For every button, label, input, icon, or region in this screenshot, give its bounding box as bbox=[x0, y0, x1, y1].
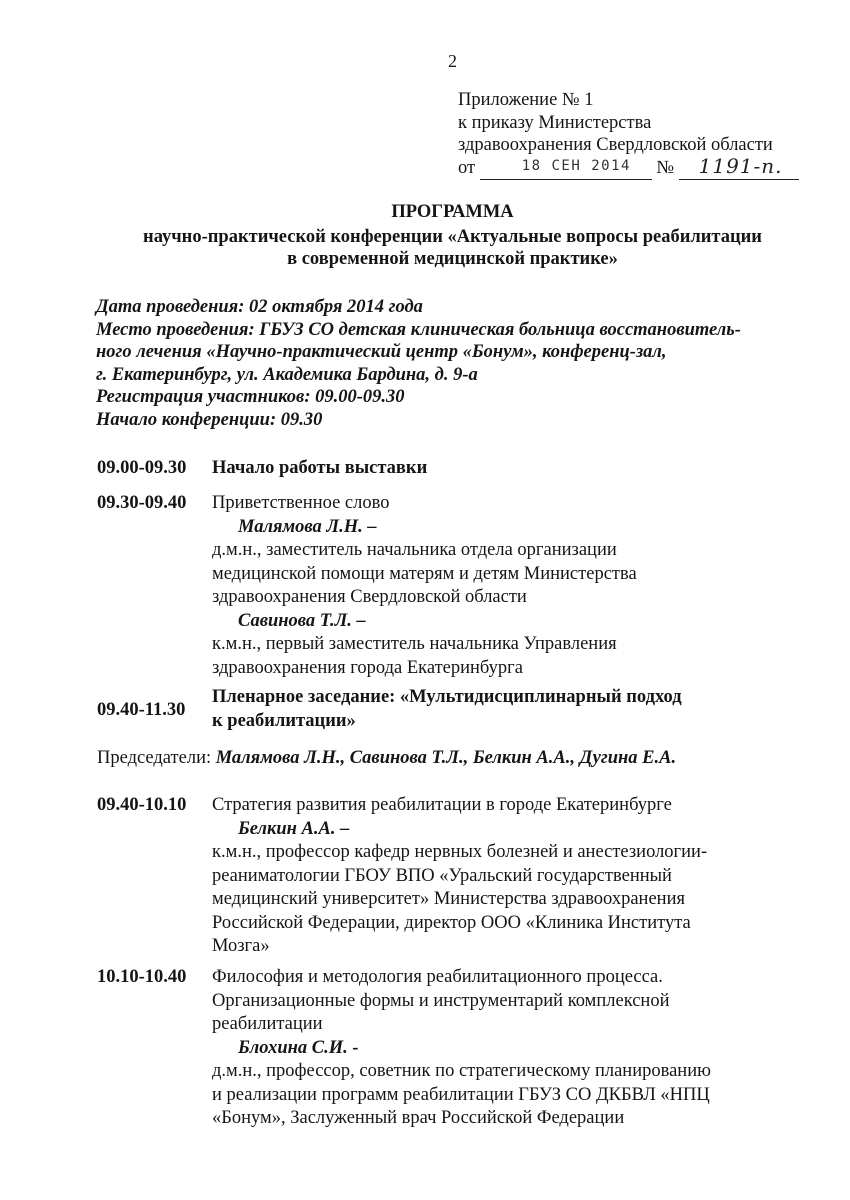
speaker-description-line: и реализации программ реабилитации ГБУЗ СО ДКБВЛ «НПЦ bbox=[212, 1084, 710, 1105]
schedule-time-5: 10.10-10.40 bbox=[97, 967, 187, 987]
date-stamp: 18 СЕН 2014 bbox=[521, 157, 631, 174]
number-label: № bbox=[656, 157, 674, 178]
speaker-description-line: реаниматологии ГБОУ ВПО «Уральский государственный bbox=[212, 865, 672, 886]
speaker-description-line: медицинский университет» Министерства здравоохранения bbox=[212, 889, 685, 909]
speaker-description-line: здравоохранения Свердловской области bbox=[212, 587, 527, 607]
program-subtitle-line-1: научно-практической конференции «Актуальные вопросы реабилитации bbox=[143, 227, 762, 247]
speaker-description-line: «Бонум», Заслуженный врач Российской Федерации bbox=[212, 1108, 625, 1128]
schedule-time-3: 09.40-11.30 bbox=[97, 700, 186, 720]
chairs-label: Председатели: bbox=[97, 748, 212, 768]
speaker-description-line: Мозга» bbox=[212, 936, 270, 956]
conference-place-line-1: Место проведения: ГБУЗ СО детская клиническая больница восстановитель- bbox=[96, 319, 741, 340]
conference-start-time: Начало конференции: 09.30 bbox=[96, 409, 323, 430]
number-underline bbox=[679, 153, 799, 180]
speaker-name: Блохина С.И. - bbox=[238, 1037, 359, 1058]
order-date-number-line bbox=[458, 153, 799, 180]
speaker-description-line: Российской Федерации, директор ООО «Клиника Института bbox=[212, 912, 691, 933]
speaker-description-line: д.м.н., профессор, советник по стратегическому планированию bbox=[212, 1061, 711, 1081]
schedule-title-4: Стратегия развития реабилитации в городе Екатеринбурге bbox=[212, 795, 672, 815]
page-number: 2 bbox=[448, 51, 457, 71]
schedule-title-5-line-1: Философия и методология реабилитационного процесса. bbox=[212, 967, 663, 987]
from-label: от bbox=[458, 157, 476, 178]
conference-place-line-2: ного лечения «Научно-практический центр «Бонум», конференц-зал, bbox=[96, 342, 667, 363]
schedule-title-2: Приветственное слово bbox=[212, 493, 390, 513]
program-title: ПРОГРАММА bbox=[391, 202, 514, 222]
conference-info bbox=[96, 296, 741, 432]
schedule-time-2: 09.30-09.40 bbox=[97, 493, 187, 513]
schedule-entry-2 bbox=[212, 492, 637, 680]
schedule-time-4: 09.40-10.10 bbox=[97, 795, 187, 815]
speaker-name: Савинова Т.Л. – bbox=[238, 610, 366, 631]
date-underline bbox=[480, 159, 652, 180]
speaker-name: Малямова Л.Н. – bbox=[238, 516, 377, 537]
schedule-time-1: 09.00-09.30 bbox=[97, 458, 187, 478]
schedule-title-5-line-3: реабилитации bbox=[212, 1014, 323, 1034]
schedule-entry-4 bbox=[212, 794, 707, 959]
conference-place-line-3: г. Екатеринбург, ул. Академика Бардина, д. 9-а bbox=[96, 364, 478, 385]
plenary-title-line-1: Пленарное заседание: «Мультидисциплинарный подход bbox=[212, 687, 682, 707]
appendix-header bbox=[458, 89, 799, 179]
chairs-names: Малямова Л.Н., Савинова Т.Л., Белкин А.А., Дугина Е.А. bbox=[215, 748, 677, 768]
speaker-name: Белкин А.А. – bbox=[238, 818, 350, 839]
appendix-line-2: к приказу Министерства bbox=[458, 112, 652, 133]
registration-time: Регистрация участников: 09.00-09.30 bbox=[96, 387, 405, 408]
conference-date: Дата проведения: 02 октября 2014 года bbox=[96, 297, 423, 317]
speaker-description-line: здравоохранения города Екатеринбурга bbox=[212, 657, 523, 678]
speaker-description-line: медицинской помощи матерям и детям Министерства bbox=[212, 563, 637, 584]
speaker-description-line: к.м.н., профессор кафедр нервных болезней и анестезиологии- bbox=[212, 842, 708, 862]
schedule-title-5-line-2: Организационные формы и инструментарий комплексной bbox=[212, 990, 670, 1011]
schedule-title-1: Начало работы выставки bbox=[212, 458, 428, 478]
schedule-entry-5 bbox=[212, 966, 711, 1131]
program-subtitle-line-2: в современной медицинской практике» bbox=[287, 249, 618, 269]
plenary-session-title bbox=[212, 686, 682, 733]
appendix-line-1: Приложение № 1 bbox=[458, 90, 594, 110]
order-number-handwritten: 1191-п. bbox=[698, 153, 783, 178]
speaker-description-line: д.м.н., заместитель начальника отдела организации bbox=[212, 540, 617, 560]
plenary-title-line-2: к реабилитации» bbox=[212, 710, 356, 731]
session-chairs bbox=[97, 747, 676, 770]
speaker-description-line: к.м.н., первый заместитель начальника Управления bbox=[212, 634, 617, 654]
appendix-line-3: здравоохранения Свердловской области bbox=[458, 135, 773, 156]
